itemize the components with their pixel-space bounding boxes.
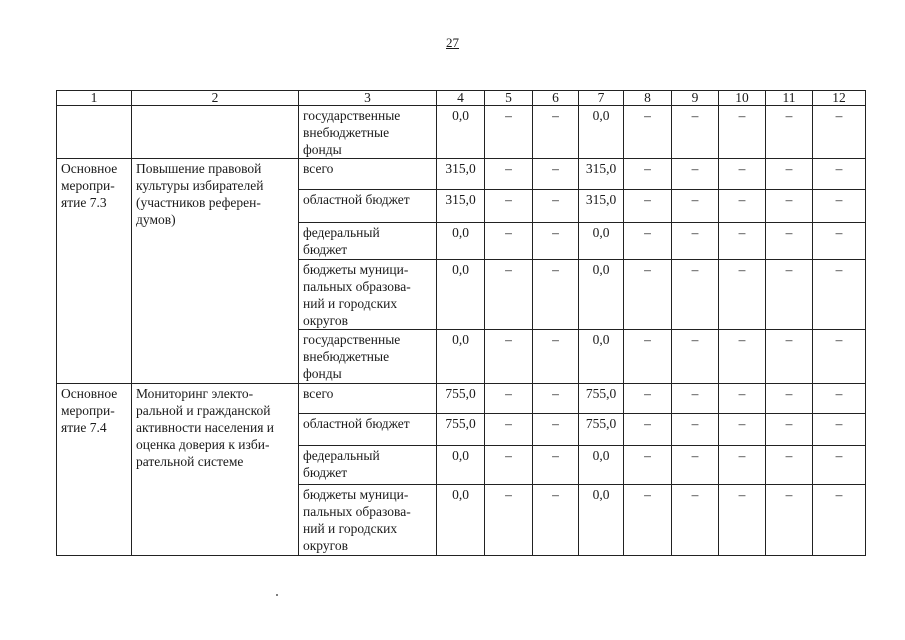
dash-cell: – xyxy=(719,106,766,159)
measure-title: Мониторинг электо- ральной и гражданской активности населения и оценка доверия к изби- рательной системе xyxy=(132,384,299,556)
funding-source: областной бюджет xyxy=(299,414,437,446)
dash-cell: – xyxy=(813,446,866,485)
amount-col4: 755,0 xyxy=(437,414,485,446)
dash-cell: – xyxy=(672,384,719,414)
funding-source: всего xyxy=(299,384,437,414)
header-cell: 9 xyxy=(672,91,719,106)
dash-cell: – xyxy=(533,330,579,384)
amount-col7: 315,0 xyxy=(579,190,624,223)
funding-source: государственные внебюджетные фонды xyxy=(299,106,437,159)
dash-cell: – xyxy=(533,260,579,330)
dash-cell: – xyxy=(485,190,533,223)
table-row xyxy=(57,106,866,159)
dash-cell: – xyxy=(672,485,719,556)
header-cell: 6 xyxy=(533,91,579,106)
dash-cell: – xyxy=(813,384,866,414)
dash-cell: – xyxy=(813,485,866,556)
dash-cell: – xyxy=(766,106,813,159)
empty-cell xyxy=(132,106,299,159)
dash-cell: – xyxy=(766,159,813,190)
amount-col4: 0,0 xyxy=(437,446,485,485)
dash-cell: – xyxy=(766,414,813,446)
dash-cell: – xyxy=(766,384,813,414)
dash-cell: – xyxy=(533,106,579,159)
header-cell: 2 xyxy=(132,91,299,106)
dash-cell: – xyxy=(766,223,813,260)
amount-col7: 0,0 xyxy=(579,330,624,384)
dash-cell: – xyxy=(672,159,719,190)
funding-source: государственные внебюджетные фонды xyxy=(299,330,437,384)
amount-col7: 315,0 xyxy=(579,159,624,190)
dash-cell: – xyxy=(766,260,813,330)
dash-cell: – xyxy=(485,260,533,330)
measure-code: Основное меропри- ятие 7.3 xyxy=(57,159,132,384)
page-number: 27 xyxy=(446,35,459,50)
header-cell: 7 xyxy=(579,91,624,106)
header-cell: 4 xyxy=(437,91,485,106)
dash-cell: – xyxy=(813,223,866,260)
dash-cell: – xyxy=(624,485,672,556)
funding-source: федеральный бюджет xyxy=(299,446,437,485)
dash-cell: – xyxy=(624,260,672,330)
funding-source: областной бюджет xyxy=(299,190,437,223)
amount-col7: 0,0 xyxy=(579,106,624,159)
dash-cell: – xyxy=(719,190,766,223)
dash-cell: – xyxy=(485,384,533,414)
amount-col4: 0,0 xyxy=(437,223,485,260)
dash-cell: – xyxy=(624,223,672,260)
amount-col7: 0,0 xyxy=(579,260,624,330)
dash-cell: – xyxy=(719,159,766,190)
dash-cell: – xyxy=(533,223,579,260)
dash-cell: – xyxy=(719,485,766,556)
dash-cell: – xyxy=(813,260,866,330)
dash-cell: – xyxy=(624,384,672,414)
funding-source: всего xyxy=(299,159,437,190)
header-cell: 8 xyxy=(624,91,672,106)
amount-col4: 755,0 xyxy=(437,384,485,414)
amount-col4: 0,0 xyxy=(437,260,485,330)
dash-cell: – xyxy=(624,330,672,384)
amount-col7: 755,0 xyxy=(579,414,624,446)
dash-cell: – xyxy=(766,485,813,556)
measure-title: Повышение правовой культуры избирателей (участников референ- думов) xyxy=(132,159,299,384)
funding-source: федеральный бюджет xyxy=(299,223,437,260)
dash-cell: – xyxy=(672,260,719,330)
dash-cell: – xyxy=(485,159,533,190)
amount-col7: 0,0 xyxy=(579,446,624,485)
budget-table xyxy=(56,90,866,556)
dash-cell: – xyxy=(672,190,719,223)
dash-cell: – xyxy=(719,223,766,260)
amount-col7: 0,0 xyxy=(579,223,624,260)
dash-cell: – xyxy=(719,260,766,330)
dash-cell: – xyxy=(533,414,579,446)
header-cell: 10 xyxy=(719,91,766,106)
funding-source: бюджеты муници- пальных образова- ний и городских округов xyxy=(299,485,437,556)
dash-cell: – xyxy=(485,446,533,485)
dash-cell: – xyxy=(813,330,866,384)
dash-cell: – xyxy=(485,223,533,260)
dash-cell: – xyxy=(719,446,766,485)
dash-cell: – xyxy=(624,446,672,485)
dash-cell: – xyxy=(766,446,813,485)
dash-cell: – xyxy=(533,159,579,190)
dash-cell: – xyxy=(533,190,579,223)
dash-cell: – xyxy=(485,106,533,159)
measure-code: Основное меропри- ятие 7.4 xyxy=(57,384,132,556)
dash-cell: – xyxy=(624,106,672,159)
dash-cell: – xyxy=(485,414,533,446)
amount-col7: 755,0 xyxy=(579,384,624,414)
amount-col7: 0,0 xyxy=(579,485,624,556)
dash-cell: – xyxy=(719,414,766,446)
header-cell: 12 xyxy=(813,91,866,106)
scan-speck xyxy=(276,594,278,596)
dash-cell: – xyxy=(672,223,719,260)
dash-cell: – xyxy=(672,106,719,159)
dash-cell: – xyxy=(813,106,866,159)
funding-source: бюджеты муници- пальных образова- ний и городских округов xyxy=(299,260,437,330)
amount-col4: 0,0 xyxy=(437,330,485,384)
dash-cell: – xyxy=(813,190,866,223)
dash-cell: – xyxy=(624,159,672,190)
dash-cell: – xyxy=(672,330,719,384)
dash-cell: – xyxy=(485,330,533,384)
header-cell: 1 xyxy=(57,91,132,106)
amount-col4: 0,0 xyxy=(437,106,485,159)
dash-cell: – xyxy=(813,159,866,190)
amount-col4: 315,0 xyxy=(437,159,485,190)
dash-cell: – xyxy=(766,330,813,384)
header-cell: 11 xyxy=(766,91,813,106)
header-row xyxy=(57,91,866,106)
amount-col4: 0,0 xyxy=(437,485,485,556)
empty-cell xyxy=(57,106,132,159)
dash-cell: – xyxy=(672,414,719,446)
dash-cell: – xyxy=(533,384,579,414)
table-row xyxy=(57,159,866,190)
header-cell: 3 xyxy=(299,91,437,106)
amount-col4: 315,0 xyxy=(437,190,485,223)
dash-cell: – xyxy=(719,384,766,414)
dash-cell: – xyxy=(766,190,813,223)
dash-cell: – xyxy=(533,485,579,556)
dash-cell: – xyxy=(719,330,766,384)
dash-cell: – xyxy=(533,446,579,485)
dash-cell: – xyxy=(485,485,533,556)
table-row xyxy=(57,384,866,414)
dash-cell: – xyxy=(813,414,866,446)
dash-cell: – xyxy=(624,414,672,446)
dash-cell: – xyxy=(672,446,719,485)
dash-cell: – xyxy=(624,190,672,223)
header-cell: 5 xyxy=(485,91,533,106)
